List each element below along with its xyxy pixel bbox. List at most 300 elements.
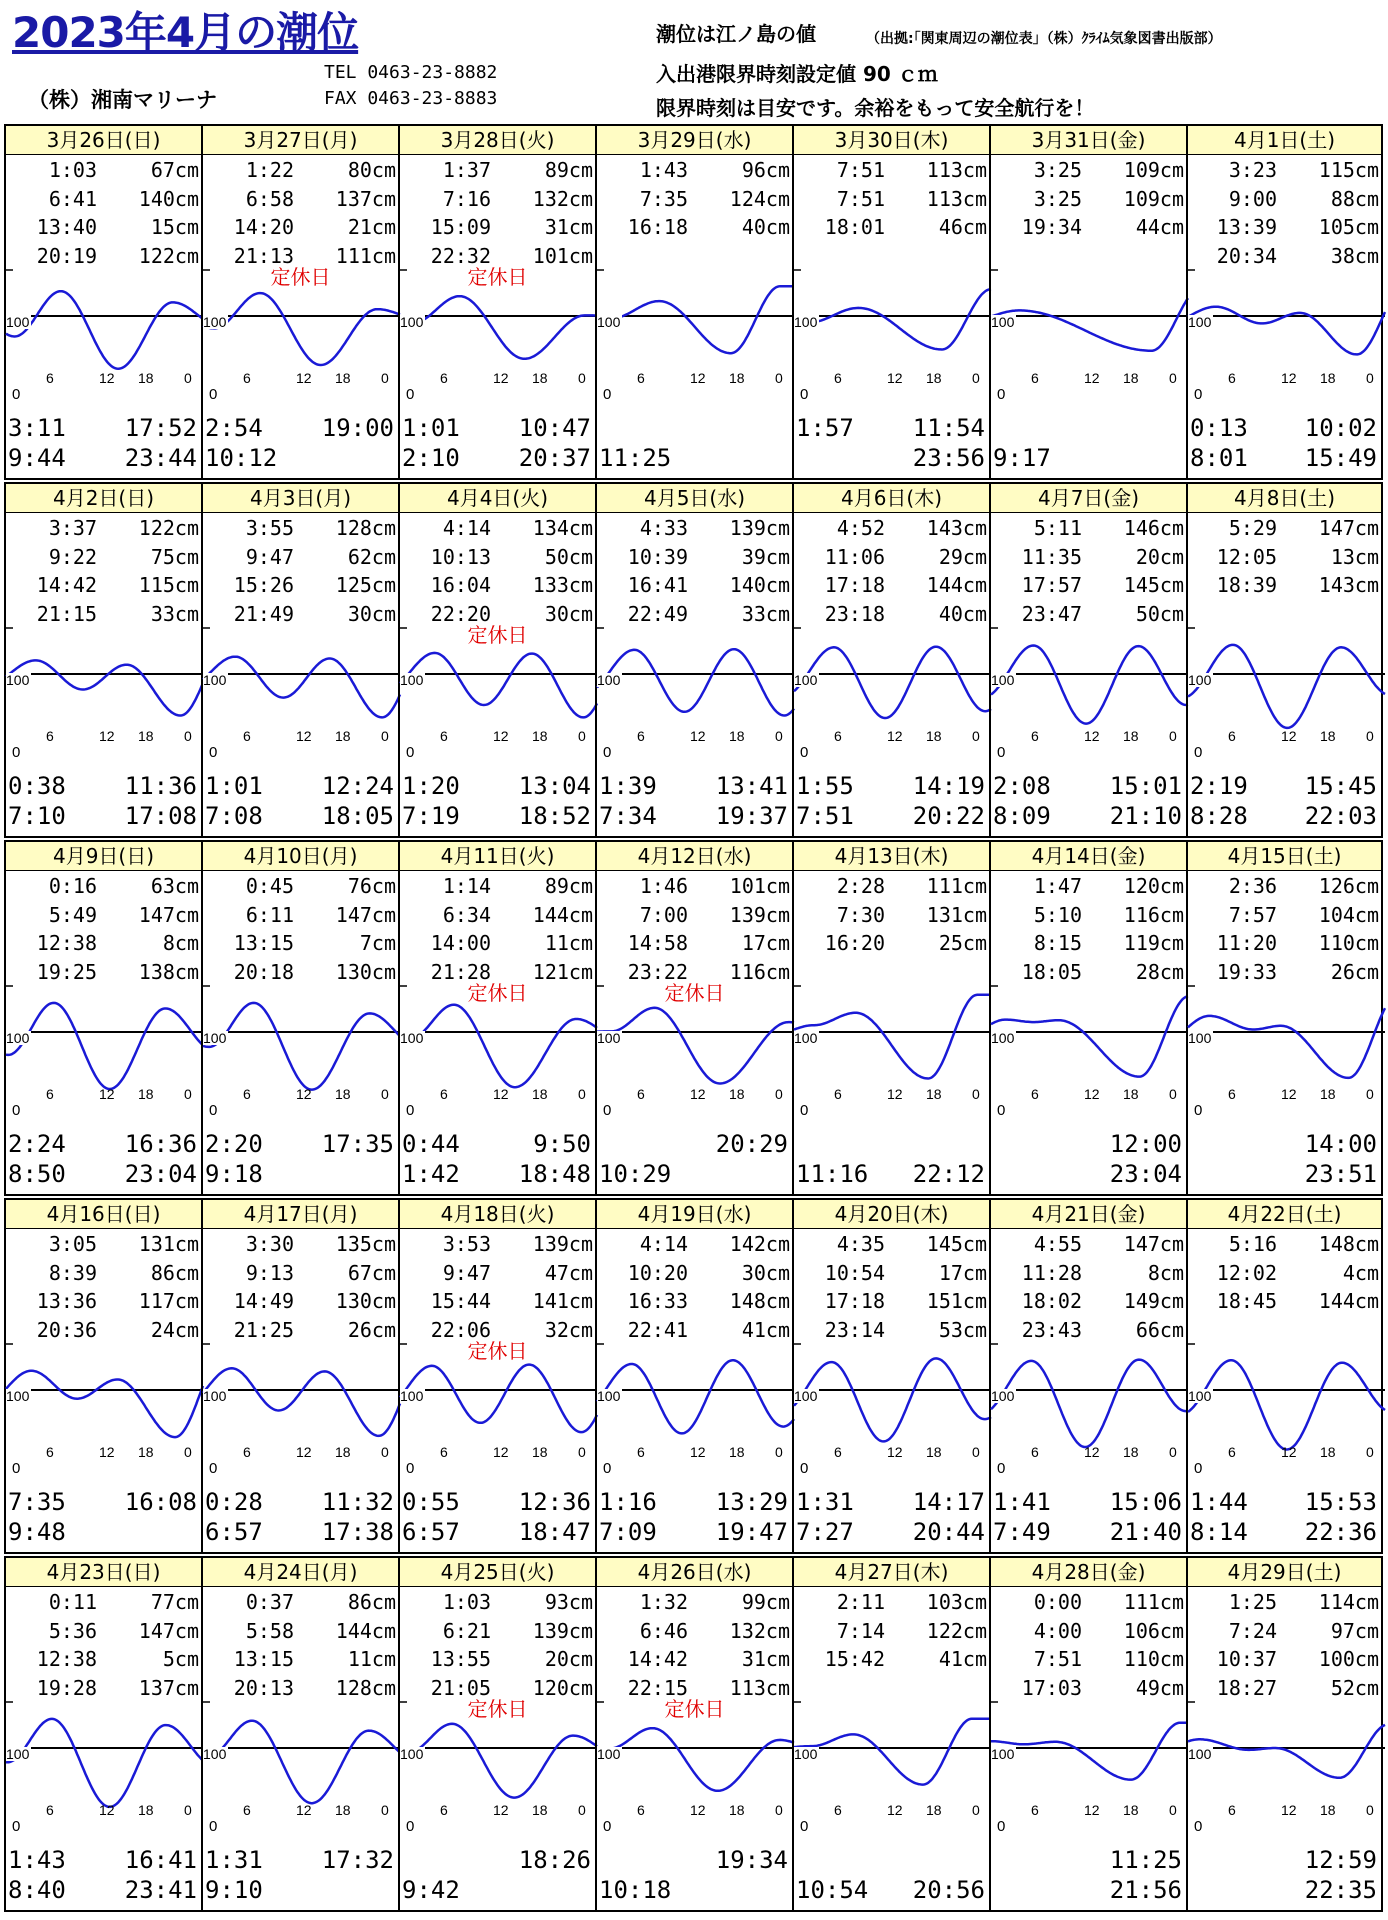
tide-height: 147cm <box>335 902 396 927</box>
day-date: 4月9日(日) <box>6 842 201 871</box>
limit-time-row <box>991 772 1186 800</box>
tide-entry <box>203 1287 398 1316</box>
tide-curve <box>203 1721 400 1804</box>
tide-height: 7cm <box>359 931 396 955</box>
tide-height: 41cm <box>938 1647 987 1671</box>
tide-entry <box>1188 242 1381 271</box>
tide-entry <box>1188 1230 1381 1259</box>
limit-time: 20:56 <box>912 1876 985 1904</box>
tide-height: 110cm <box>1123 1647 1184 1671</box>
limit-label: 100 <box>1188 1030 1212 1046</box>
limit-label: 100 <box>1188 1388 1212 1404</box>
tide-height: 130cm <box>335 1289 396 1313</box>
day-cell <box>989 840 1186 1196</box>
limit-time-row <box>794 802 989 830</box>
zero-label: 0 <box>209 1102 218 1119</box>
tide-time: 21:25 <box>233 1317 294 1342</box>
day-date: 4月28日(金) <box>991 1558 1186 1587</box>
tide-entry <box>1188 1588 1381 1617</box>
tide-graph <box>991 1342 1188 1460</box>
day-cell <box>201 840 398 1196</box>
tide-entry <box>794 1230 989 1259</box>
day-date: 4月26日(水) <box>597 1558 792 1587</box>
tide-entry <box>203 1230 398 1259</box>
limit-label: 100 <box>6 1030 30 1046</box>
day-cell <box>398 482 595 838</box>
tide-height: 46cm <box>938 215 987 239</box>
limit-label: 100 <box>400 1388 424 1404</box>
tide-height: 148cm <box>1318 1232 1379 1256</box>
tide-entry <box>597 1588 792 1617</box>
hour-tick-label: 6 <box>1031 1086 1039 1102</box>
limit-time: 21:10 <box>1109 802 1182 830</box>
limit-time: 23:04 <box>124 1160 197 1188</box>
tide-height: 125cm <box>335 573 396 597</box>
limit-label: 100 <box>1188 1746 1212 1762</box>
hour-tick-label: 18 <box>138 1802 154 1818</box>
tide-height: 5cm <box>162 1647 199 1671</box>
hour-tick-label: 12 <box>493 1802 509 1818</box>
tide-graph <box>794 1700 991 1818</box>
limit-time-row <box>597 1846 792 1874</box>
limit-time-row <box>203 1876 398 1904</box>
tide-list <box>400 1588 595 1702</box>
limit-time-row <box>991 1488 1186 1516</box>
tide-entry <box>991 1645 1186 1674</box>
day-cell <box>792 482 989 838</box>
tide-height: 143cm <box>926 516 987 540</box>
limit-time-row <box>794 1488 989 1516</box>
tide-curve <box>794 1358 991 1441</box>
tide-entry <box>1188 929 1381 958</box>
closed-day-label: 定休日 <box>664 981 725 1005</box>
limit-time: 19:34 <box>715 1846 788 1874</box>
tide-time: 7:35 <box>639 186 688 211</box>
tide-height: 147cm <box>138 902 199 927</box>
limit-time-row <box>1188 414 1381 442</box>
tide-time: 2:36 <box>1228 874 1277 898</box>
tide-entry <box>203 543 398 572</box>
limit-time-row <box>597 772 792 800</box>
tide-entry <box>794 185 989 214</box>
tide-curve <box>1188 645 1385 728</box>
tide-height: 52cm <box>1330 1675 1379 1700</box>
tide-entry <box>6 543 201 572</box>
day-cell <box>4 482 201 838</box>
tide-time: 15:09 <box>430 215 491 239</box>
limit-time-row <box>794 414 989 442</box>
limit-time: 22:36 <box>1304 1518 1377 1546</box>
tide-height: 75cm <box>150 544 199 569</box>
hour-tick-label: 18 <box>729 370 745 386</box>
hour-tick-label: 12 <box>296 370 312 386</box>
data-source-note: （出拠:｢関東周辺の潮位表｣（株）ｸﾗｲﾑ気象図書出版部） <box>866 31 1222 47</box>
tide-list <box>203 514 398 628</box>
tide-time: 16:04 <box>430 573 491 597</box>
tide-graph <box>203 1700 400 1818</box>
tide-entry <box>597 213 792 242</box>
hour-tick-label: 0 <box>1169 1802 1177 1818</box>
tide-time: 17:18 <box>824 1289 885 1313</box>
tide-location-note: 潮位は江ノ島の値 <box>656 22 816 46</box>
zero-label: 0 <box>800 386 809 403</box>
hour-tick-label: 0 <box>1366 1444 1374 1460</box>
tide-height: 30cm <box>347 601 396 626</box>
tide-height: 134cm <box>532 516 593 540</box>
tide-height: 144cm <box>926 573 987 597</box>
limit-label: 100 <box>203 672 227 688</box>
hour-tick-label: 6 <box>46 1086 54 1102</box>
tide-time: 6:11 <box>245 902 294 927</box>
tide-height: 44cm <box>1135 215 1184 239</box>
tide-time: 0:37 <box>245 1590 294 1614</box>
tide-entry <box>794 1588 989 1617</box>
tide-time: 7:24 <box>1228 1618 1277 1643</box>
zero-label: 0 <box>209 744 218 761</box>
tide-entry <box>400 571 595 600</box>
tide-time: 1:47 <box>1033 874 1082 898</box>
limit-label: 100 <box>6 1746 30 1762</box>
day-cell <box>1186 1556 1383 1912</box>
tide-time: 13:15 <box>233 1647 294 1671</box>
tide-height: 113cm <box>729 1675 790 1700</box>
hour-tick-label: 0 <box>775 370 783 386</box>
safety-note: 限界時刻は目安です。余裕をもって安全航行を！ <box>656 96 1095 120</box>
tide-height: 144cm <box>1318 1289 1379 1313</box>
tide-entry <box>203 156 398 185</box>
tide-list <box>203 1588 398 1702</box>
tide-time: 8:15 <box>1033 931 1082 955</box>
hour-tick-label: 0 <box>184 370 192 386</box>
tide-height: 111cm <box>335 243 396 268</box>
day-date: 3月30日(木) <box>794 126 989 155</box>
tide-entry <box>400 901 595 930</box>
tide-entry <box>400 1287 595 1316</box>
hour-tick-label: 6 <box>637 728 645 744</box>
tide-time: 7:51 <box>836 158 885 182</box>
tide-entry <box>1188 543 1381 572</box>
limit-time: 9:10 <box>205 1876 263 1904</box>
tide-time: 10:20 <box>627 1260 688 1285</box>
day-cell <box>792 1198 989 1554</box>
tide-height: 144cm <box>532 902 593 927</box>
tide-time: 16:41 <box>627 573 688 597</box>
limit-time: 1:55 <box>796 772 854 800</box>
limit-time: 0:13 <box>1190 414 1248 442</box>
hour-tick-label: 6 <box>243 728 251 744</box>
tide-list <box>400 872 595 986</box>
hour-tick-label: 12 <box>493 1444 509 1460</box>
tide-time: 18:27 <box>1216 1675 1277 1700</box>
tide-entry <box>203 929 398 958</box>
limit-time-row <box>203 1160 398 1188</box>
hour-tick-label: 12 <box>99 1802 115 1818</box>
tide-time: 9:47 <box>245 544 294 569</box>
tide-entry <box>597 929 792 958</box>
zero-label: 0 <box>209 1818 218 1835</box>
tide-entry <box>6 929 201 958</box>
tide-entry <box>400 872 595 901</box>
tide-entry <box>203 958 398 987</box>
tide-list <box>6 1230 201 1344</box>
limit-time: 9:50 <box>533 1130 591 1158</box>
hour-tick-label: 18 <box>1320 1444 1336 1460</box>
tide-list <box>794 1588 989 1674</box>
tide-curve <box>794 995 991 1079</box>
hour-tick-label: 18 <box>926 1802 942 1818</box>
hour-tick-label: 18 <box>1320 370 1336 386</box>
limit-time: 2:19 <box>1190 772 1248 800</box>
tide-time: 0:45 <box>245 874 294 898</box>
tide-graph <box>794 984 991 1102</box>
tide-graph <box>6 1342 203 1460</box>
tide-time: 13:39 <box>1216 215 1277 239</box>
hour-tick-label: 12 <box>1084 1802 1100 1818</box>
hour-tick-label: 6 <box>243 370 251 386</box>
tide-time: 14:00 <box>430 931 491 955</box>
tide-height: 11cm <box>347 1647 396 1671</box>
limit-time: 11:25 <box>599 444 672 472</box>
hour-tick-label: 0 <box>972 1802 980 1818</box>
day-date: 4月5日(水) <box>597 484 792 513</box>
tide-time: 1:03 <box>48 158 97 182</box>
tide-time: 11:28 <box>1021 1260 1082 1285</box>
tide-graph <box>597 626 794 744</box>
company-name: （株）湘南マリーナ <box>28 88 217 112</box>
hour-tick-label: 6 <box>46 728 54 744</box>
tide-height: 63cm <box>150 874 199 898</box>
tide-time: 3:25 <box>1033 158 1082 182</box>
tide-time: 1:25 <box>1228 1590 1277 1614</box>
tide-height: 33cm <box>741 601 790 626</box>
closed-day-label: 定休日 <box>467 981 528 1005</box>
limit-time-row <box>203 1846 398 1874</box>
hour-tick-label: 0 <box>381 728 389 744</box>
hour-tick-label: 6 <box>1228 1086 1236 1102</box>
tide-height: 143cm <box>1318 573 1379 597</box>
closed-day-label: 定休日 <box>467 1697 528 1721</box>
tide-height: 128cm <box>335 516 396 540</box>
tide-time: 10:13 <box>430 544 491 569</box>
hour-tick-label: 0 <box>381 370 389 386</box>
limit-time: 15:01 <box>1109 772 1182 800</box>
limit-time-row <box>794 1518 989 1546</box>
limit-time: 23:04 <box>1109 1160 1182 1188</box>
tide-time: 5:16 <box>1228 1232 1277 1256</box>
hour-tick-label: 12 <box>493 1086 509 1102</box>
limit-time: 8:40 <box>8 1876 66 1904</box>
tide-time: 21:13 <box>233 243 294 268</box>
limit-time: 1:43 <box>8 1846 66 1874</box>
hour-tick-label: 12 <box>99 728 115 744</box>
hour-tick-label: 0 <box>184 1086 192 1102</box>
limit-time: 3:11 <box>8 414 66 442</box>
tide-entry <box>794 600 989 629</box>
limit-time: 15:49 <box>1304 444 1377 472</box>
day-date: 3月27日(月) <box>203 126 398 155</box>
tide-entry <box>6 958 201 987</box>
tide-curve <box>1188 1008 1385 1078</box>
tide-entry <box>203 1316 398 1345</box>
day-cell <box>989 124 1186 480</box>
tide-time: 0:00 <box>1033 1590 1082 1614</box>
tide-height: 117cm <box>138 1289 199 1313</box>
zero-label: 0 <box>406 1460 415 1477</box>
hour-tick-label: 18 <box>1123 1802 1139 1818</box>
hour-tick-label: 6 <box>1228 1444 1236 1460</box>
tide-entry <box>400 1588 595 1617</box>
hour-tick-label: 0 <box>381 1802 389 1818</box>
tide-time: 6:21 <box>442 1618 491 1643</box>
tide-list <box>597 872 792 986</box>
limit-time-row <box>203 772 398 800</box>
hour-tick-label: 6 <box>637 1444 645 1460</box>
tide-entry <box>597 901 792 930</box>
day-date: 4月21日(金) <box>991 1200 1186 1229</box>
tide-graph <box>991 268 1188 386</box>
tide-curve <box>991 996 1188 1076</box>
tide-height: 126cm <box>1318 874 1379 898</box>
tide-curve <box>6 1719 203 1807</box>
tide-time: 1:37 <box>442 158 491 182</box>
limit-time-row <box>597 1488 792 1516</box>
tide-entry <box>400 1617 595 1646</box>
limit-label: 100 <box>6 672 30 688</box>
hour-tick-label: 6 <box>1228 728 1236 744</box>
hour-tick-label: 6 <box>1031 370 1039 386</box>
tide-entry <box>991 600 1186 629</box>
tide-time: 16:18 <box>627 215 688 239</box>
limit-time-row <box>991 1876 1186 1904</box>
day-cell <box>595 124 792 480</box>
tide-time: 22:06 <box>430 1317 491 1342</box>
zero-label: 0 <box>12 744 21 761</box>
tide-height: 86cm <box>347 1590 396 1614</box>
day-date: 4月23日(日) <box>6 1558 201 1587</box>
tide-height: 146cm <box>1123 516 1184 540</box>
tide-height: 151cm <box>926 1289 987 1313</box>
limit-time: 9:44 <box>8 444 66 472</box>
day-date: 3月28日(火) <box>400 126 595 155</box>
tide-height: 30cm <box>741 1260 790 1285</box>
limit-time: 1:42 <box>402 1160 460 1188</box>
tide-curve <box>400 1365 597 1433</box>
tide-time: 19:34 <box>1021 215 1082 239</box>
tide-time: 0:16 <box>48 874 97 898</box>
zero-label: 0 <box>12 1460 21 1477</box>
tide-entry <box>6 1645 201 1674</box>
tide-height: 121cm <box>532 959 593 984</box>
tide-entry <box>991 571 1186 600</box>
tide-height: 13cm <box>1330 544 1379 569</box>
tide-entry <box>794 514 989 543</box>
hour-tick-label: 18 <box>335 370 351 386</box>
tide-list <box>991 1230 1186 1344</box>
tide-height: 67cm <box>347 1260 396 1285</box>
hour-tick-label: 18 <box>138 370 154 386</box>
day-date: 3月31日(金) <box>991 126 1186 155</box>
hour-tick-label: 18 <box>926 370 942 386</box>
tide-graph <box>203 1342 400 1460</box>
limit-time: 14:00 <box>1304 1130 1377 1158</box>
limit-time: 8:28 <box>1190 802 1248 830</box>
hour-tick-label: 18 <box>532 728 548 744</box>
hour-tick-label: 18 <box>1123 370 1139 386</box>
tide-time: 2:28 <box>836 874 885 898</box>
limit-time-row <box>203 1488 398 1516</box>
tide-time: 21:15 <box>36 601 97 626</box>
tide-time: 8:39 <box>48 1260 97 1285</box>
tide-height: 39cm <box>741 544 790 569</box>
limit-label: 100 <box>597 672 621 688</box>
tide-time: 20:18 <box>233 959 294 984</box>
tide-height: 47cm <box>544 1260 593 1285</box>
hour-tick-label: 18 <box>729 1086 745 1102</box>
tide-time: 18:05 <box>1021 959 1082 984</box>
tide-entry <box>794 571 989 600</box>
zero-label: 0 <box>1194 386 1203 403</box>
tide-height: 30cm <box>544 601 593 626</box>
hour-tick-label: 0 <box>775 1802 783 1818</box>
tide-time: 11:06 <box>824 544 885 569</box>
tide-entry <box>991 1230 1186 1259</box>
limit-time: 20:29 <box>715 1130 788 1158</box>
limit-time-row <box>597 1130 792 1158</box>
limit-time: 10:18 <box>599 1876 672 1904</box>
limit-time-row <box>1188 1518 1381 1546</box>
zero-label: 0 <box>603 1460 612 1477</box>
limit-time: 7:35 <box>8 1488 66 1516</box>
limit-label: 100 <box>203 1388 227 1404</box>
day-cell <box>989 1556 1186 1912</box>
hour-tick-label: 6 <box>440 728 448 744</box>
tide-height: 122cm <box>138 516 199 540</box>
hour-tick-label: 18 <box>335 728 351 744</box>
limit-time: 10:02 <box>1304 414 1377 442</box>
tide-list <box>1188 514 1381 600</box>
tide-height: 93cm <box>544 1590 593 1614</box>
limit-time-row <box>6 1160 201 1188</box>
hour-tick-label: 0 <box>1366 370 1374 386</box>
tide-entry <box>6 1287 201 1316</box>
hour-tick-label: 12 <box>887 1444 903 1460</box>
tide-time: 3:55 <box>245 516 294 540</box>
tide-height: 31cm <box>741 1647 790 1671</box>
tide-height: 122cm <box>926 1618 987 1643</box>
closed-day-label: 定休日 <box>467 265 528 289</box>
limit-time: 12:24 <box>321 772 394 800</box>
tide-entry <box>1188 1287 1381 1316</box>
tide-graph <box>991 1700 1188 1818</box>
zero-label: 0 <box>12 1102 21 1119</box>
tide-entry <box>400 543 595 572</box>
tide-height: 131cm <box>926 902 987 927</box>
tide-entry <box>1188 156 1381 185</box>
day-cell <box>398 1198 595 1554</box>
limit-time: 10:12 <box>205 444 278 472</box>
tide-entry <box>991 1674 1186 1703</box>
hour-tick-label: 6 <box>1031 728 1039 744</box>
tide-graph <box>1188 268 1385 386</box>
hour-tick-label: 12 <box>1281 728 1297 744</box>
limit-time: 11:54 <box>912 414 985 442</box>
tide-curve <box>203 1003 400 1090</box>
day-date: 4月19日(水) <box>597 1200 792 1229</box>
tide-entry <box>991 1259 1186 1288</box>
limit-time: 2:08 <box>993 772 1051 800</box>
tide-height: 128cm <box>335 1675 396 1700</box>
tide-entry <box>203 213 398 242</box>
